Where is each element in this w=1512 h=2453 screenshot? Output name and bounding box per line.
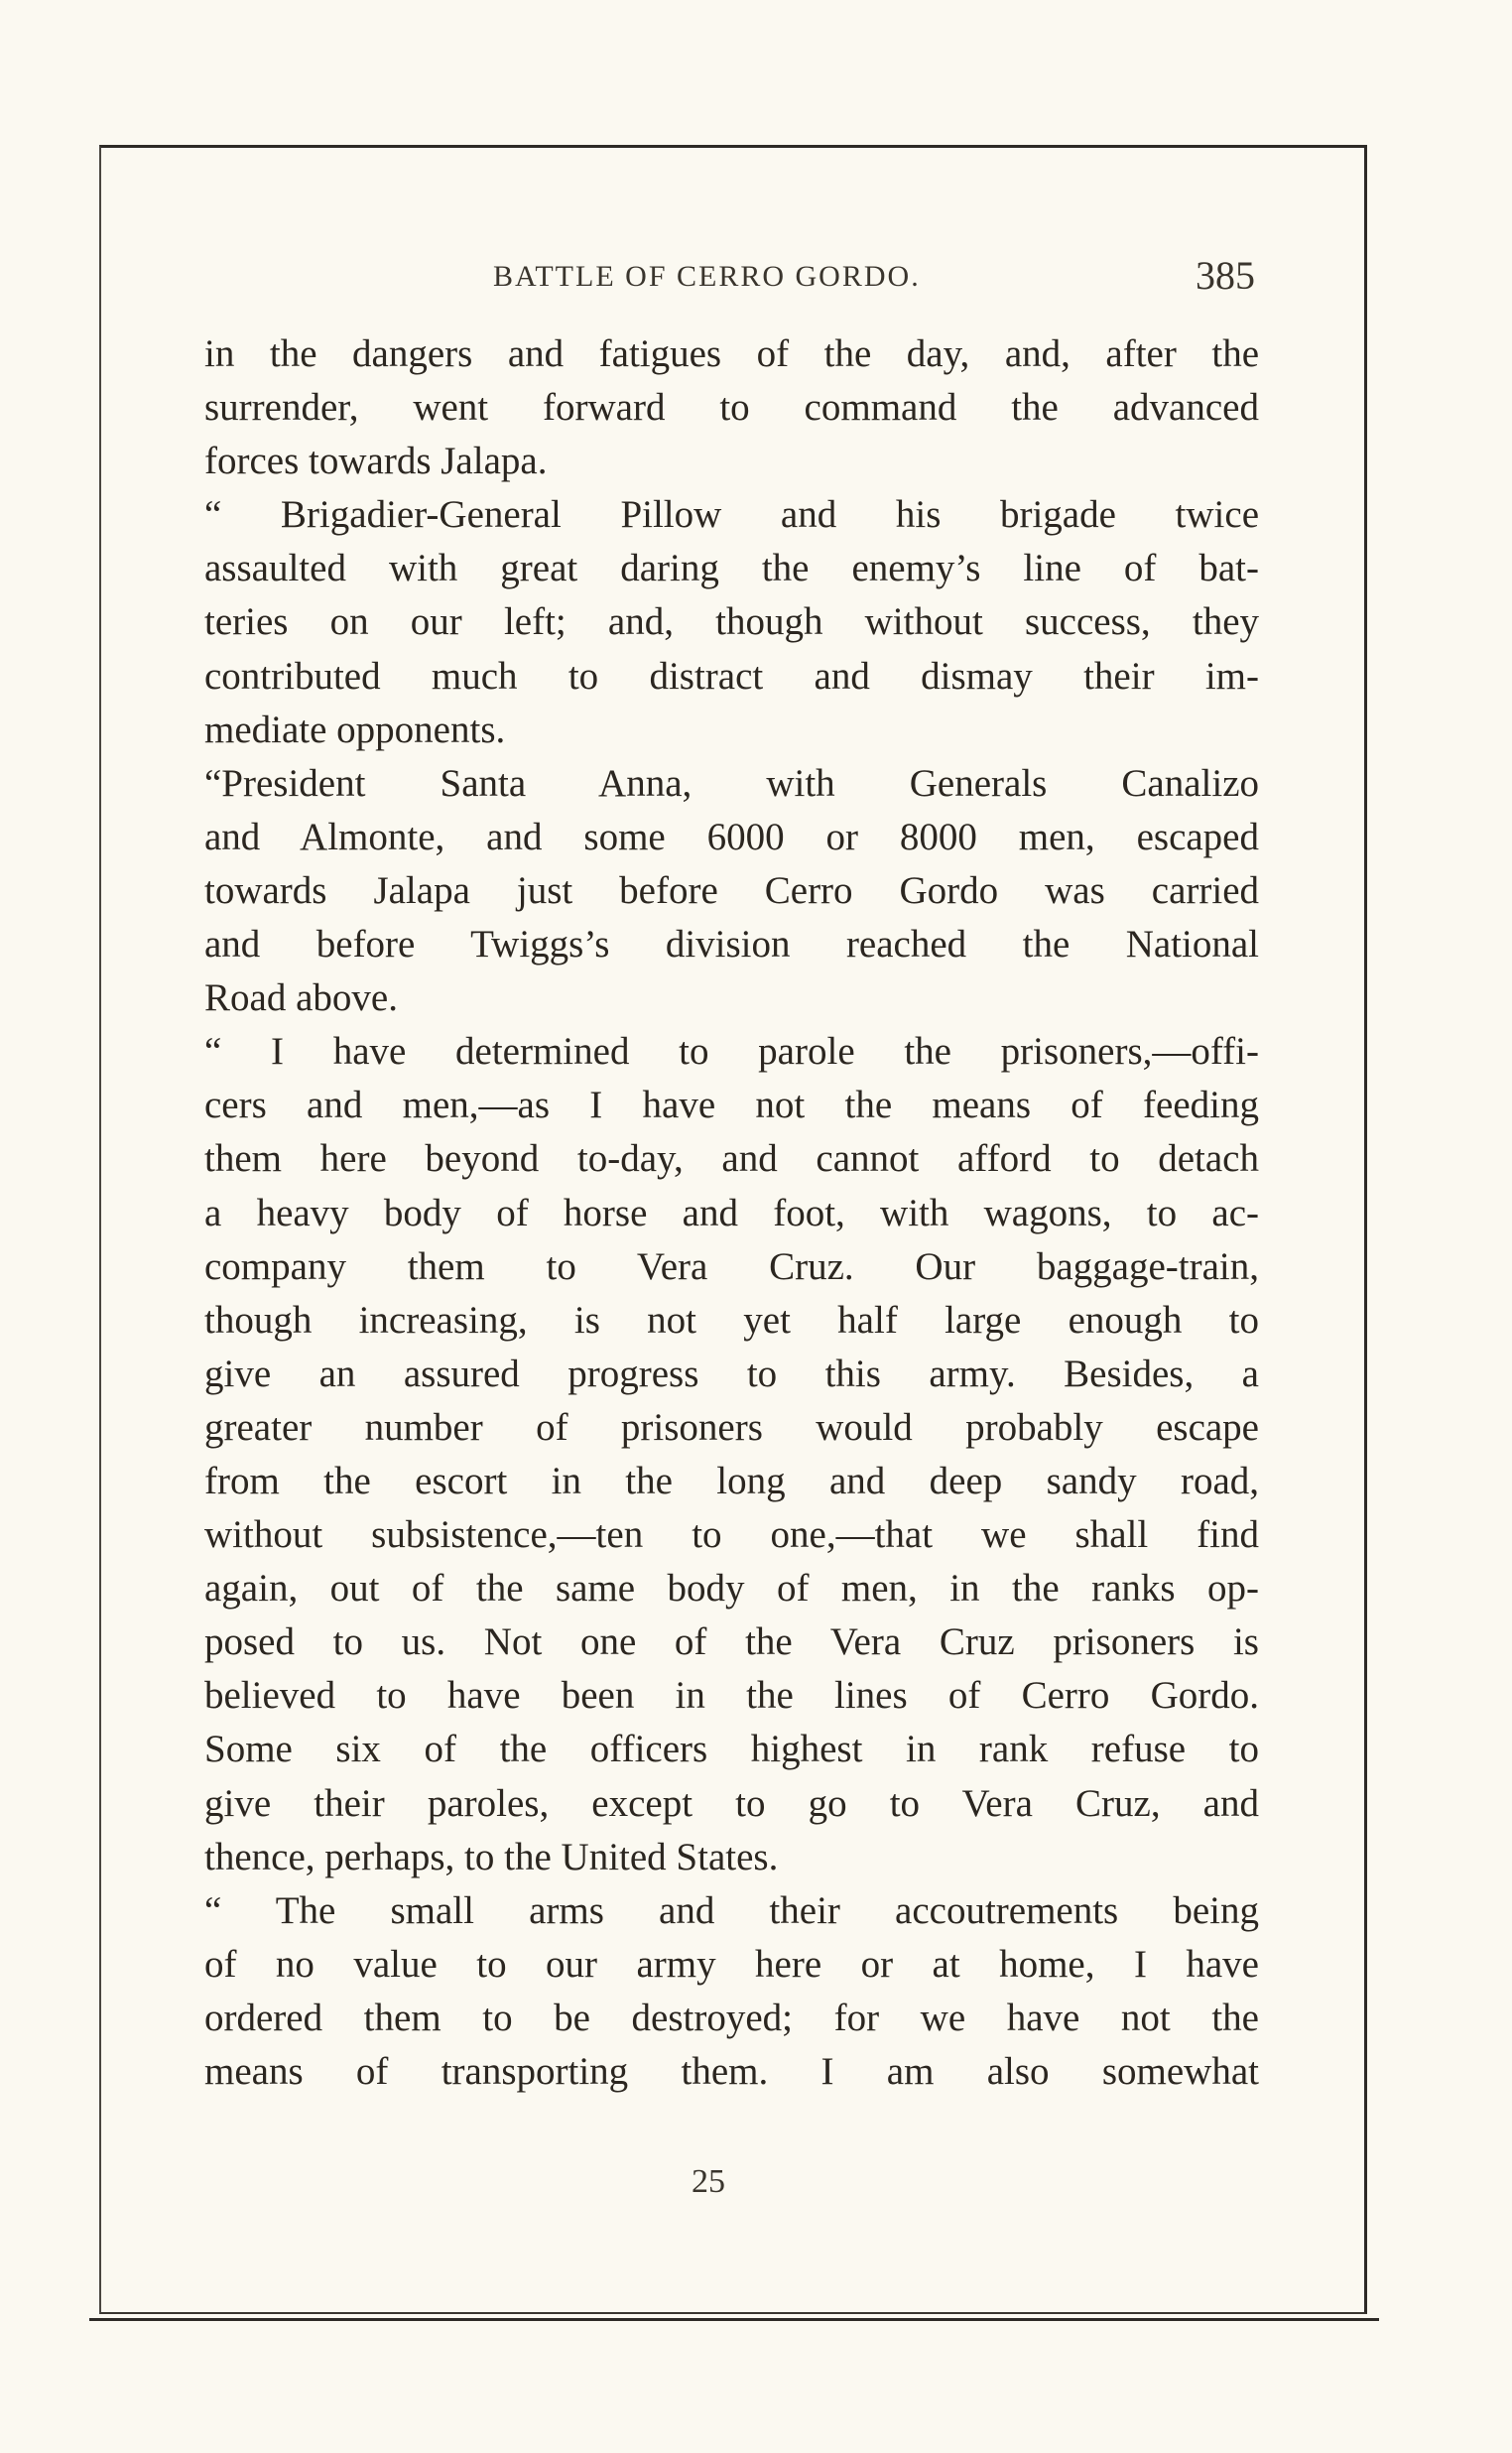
text-line: “ The small arms and their accoutrements being (204, 1888, 1259, 1932)
text-line: forces towards Jalapa. (204, 440, 548, 483)
text-line: thence, perhaps, to the United States. (204, 1835, 779, 1878)
text-line: ordered them to be destroyed; for we have not the (204, 1996, 1259, 2039)
text-line: posed to us. Not one of the Vera Cruz prisoners is (204, 1620, 1259, 1664)
body-text (204, 327, 1259, 2099)
text-line: Road above. (204, 976, 398, 1020)
text-line: surrender, went forward to command the advanced (204, 386, 1259, 430)
text-line: means of transporting them. I am also somewhat (204, 2050, 1259, 2093)
text-line: mediate opponents. (204, 708, 506, 751)
text-line: a heavy body of horse and foot, with wagons, to ac- (204, 1191, 1259, 1234)
text-line: teries on our left; and, though without success, they (204, 600, 1259, 644)
bottom-rule (89, 2318, 1379, 2321)
text-line: “President Santa Anna, with Generals Canalizo (204, 761, 1259, 805)
text-line: and Almonte, and some 6000 or 8000 men, escaped (204, 815, 1259, 858)
text-line: greater number of prisoners would probably escape (204, 1405, 1259, 1449)
signature-mark: 25 (692, 2163, 725, 2200)
text-line: company them to Vera Cruz. Our baggage-train, (204, 1244, 1259, 1288)
text-line: of no value to our army here or at home, I have (204, 1942, 1259, 1986)
text-line: in the dangers and fatigues of the day, and, after the (204, 332, 1259, 375)
text-line: Some six of the officers highest in rank refuse to (204, 1728, 1259, 1771)
running-head: BATTLE OF CERRO GORDO. (493, 260, 921, 293)
text-line: give their paroles, except to go to Vera Cruz, and (204, 1781, 1259, 1825)
text-line: cers and men,—as I have not the means of feeding (204, 1084, 1259, 1127)
text-line: without subsistence,—ten to one,—that we shall find (204, 1513, 1259, 1557)
text-line: contributed much to distract and dismay their im- (204, 654, 1259, 698)
text-line: though increasing, is not yet half large enough to (204, 1298, 1259, 1342)
text-line: “ I have determined to parole the prisoners,—offi- (204, 1030, 1259, 1074)
text-line: give an assured progress to this army. Besides, a (204, 1352, 1259, 1395)
text-line: again, out of the same body of men, in the ranks op- (204, 1567, 1259, 1611)
page-number: 385 (1196, 253, 1255, 298)
text-line: them here beyond to-day, and cannot afford to detach (204, 1137, 1259, 1181)
text-line: and before Twiggs’s division reached the National (204, 923, 1259, 967)
text-line: towards Jalapa just before Cerro Gordo was carried (204, 868, 1259, 912)
text-line: assaulted with great daring the enemy’s line of bat- (204, 547, 1259, 590)
text-line: “ Brigadier-General Pillow and his brigade twice (204, 493, 1259, 537)
text-line: from the escort in the long and deep sandy road, (204, 1459, 1259, 1502)
text-line: believed to have been in the lines of Cerro Gordo. (204, 1674, 1259, 1718)
